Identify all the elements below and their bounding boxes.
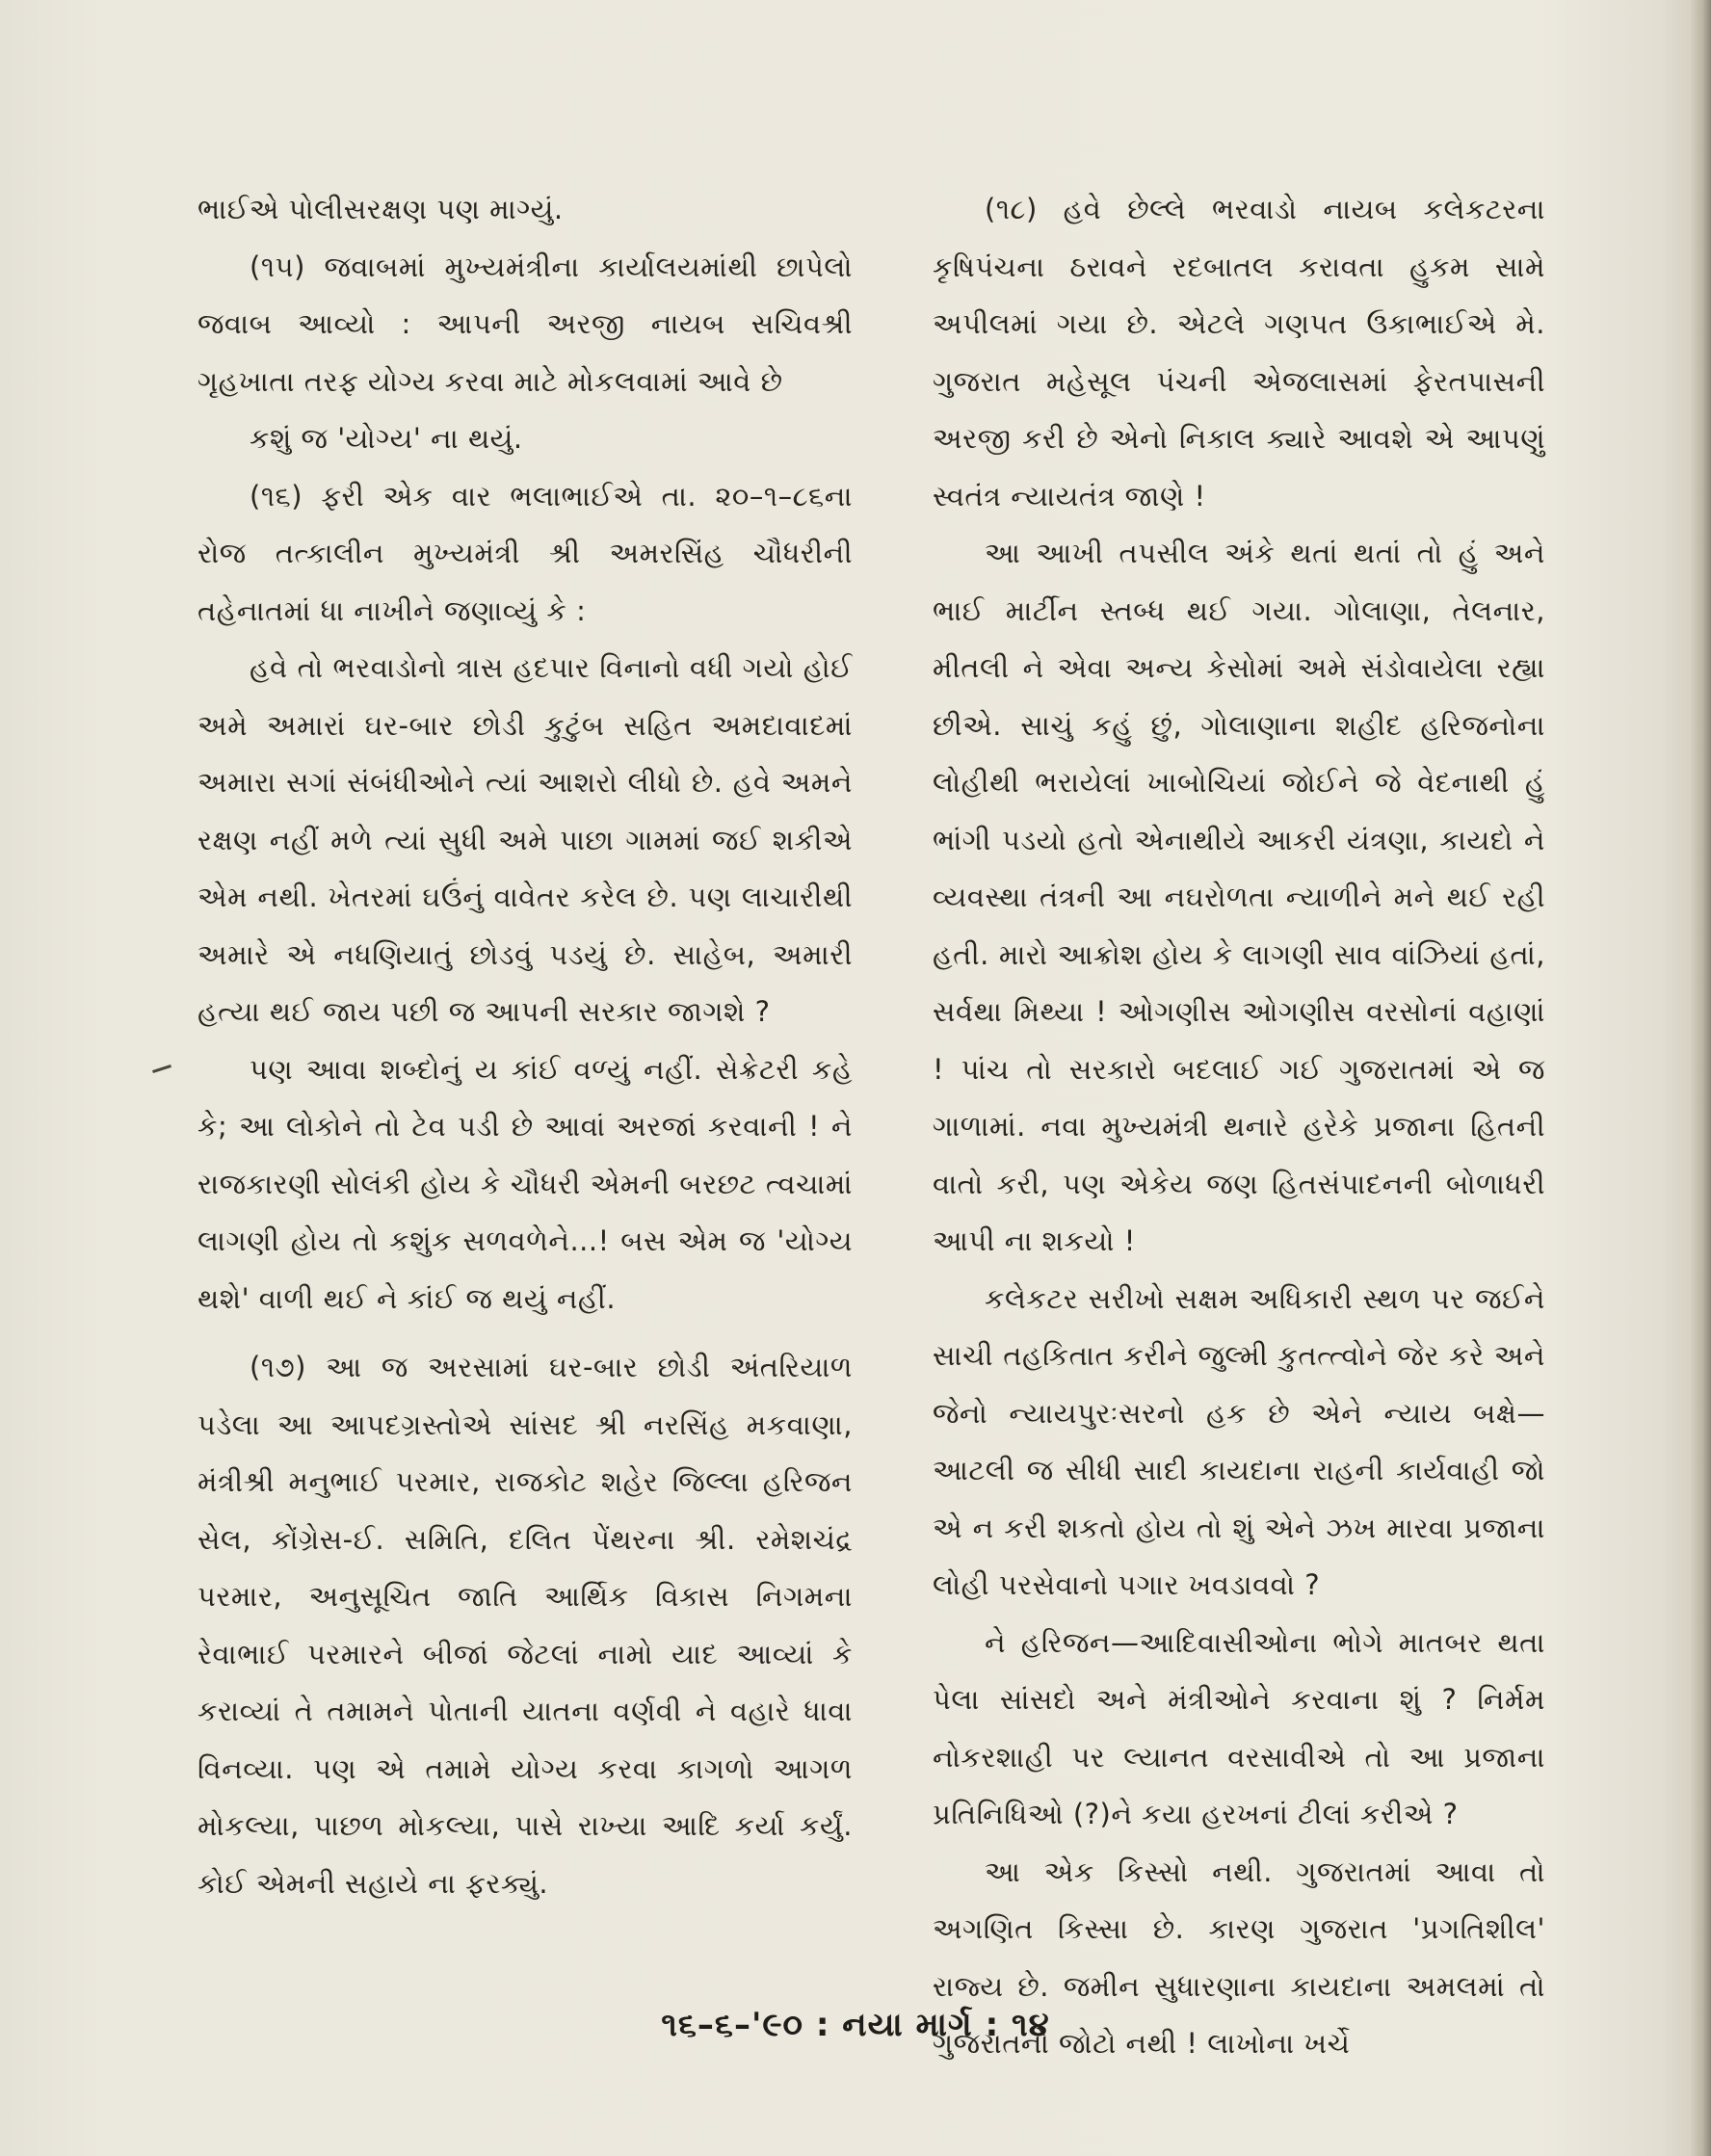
right-paragraph-1: (૧૮) હવે છેલ્લે ભરવાડો નાયબ કલેકટરના કૃષિપંચના ઠરાવને રદબાતલ કરાવતા હુકમ સામે અપીલમાં ગયા છે. એટલે ગણપત ઉકાભાઈએ મે. ગુજરાત મહેસૂલ પંચની એજલાસમાં ફેરતપાસની અરજી કરી છે એનો નિકાલ ક્યારે આવશે એ આપણું સ્વતંત્ર ન્યાયતંત્ર જાણે !	[933, 193, 1545, 513]
left-paragraph-7: (૧૭) આ જ અરસામાં ઘર-બાર છોડી અંતરિયાળ પડેલા આ આપદગ્રસ્તોએ સાંસદ શ્રી નરસિંહ મકવાણા, મંત્રીશ્રી મનુભાઈ પરમાર, રાજકોટ શહેર જિલ્લા હરિજન સેલ, કોંગ્રેસ-ઈ. સમિતિ, દલિત પેંથરના શ્રી. રમેશચંદ્ર પરમાર, અનુસૂચિત જાતિ આર્થિક વિકાસ નિગમના રેવાભાઈ પરમારને બીજાં જેટલાં નામો યાદ આવ્યાં કે કરાવ્યાં તે તમામને પોતાની યાતના વર્ણવી ને વહારે ધાવા વિનવ્યા. પણ એ તમામે યોગ્ય કરવા કાગળો આગળ મોકલ્યા, પાછળ મોકલ્યા, પાસે રાખ્યા આદિ કર્યા કર્યું. કોઈ એમની સહાયે ના ફરક્યું.	[197, 1351, 853, 1900]
right-paragraph-5: આ એક કિસ્સો નથી. ગુજરાતમાં આવા તો અગણિત કિસ્સા છે. કારણ ગુજરાત 'પ્રગતિશીલ' રાજ્ય છે. જમીન સુધારણાના કાયદાના અમલમાં તો ગુજરાતનો જોટો નથી ! લાખોના ખર્ચે	[933, 1854, 1545, 2060]
right-paragraph-4: ને હરિજન—આદિવાસીઓના ભોગે માતબર થતા પેલા સાંસદો અને મંત્રીઓને કરવાના શું ? નિર્મમ નોકરશાહી પર લ્યાનત વરસાવીએ તો આ પ્રજાના પ્રતિનિધિઓ (?)ને કયા હરખનાં ટીલાં કરીએ ?	[933, 1625, 1545, 1830]
left-paragraph-6: પણ આવા શબ્દોનું ય કાંઈ વળ્યું નહીં. સેક્રેટરી કહે કે; આ લોકોને તો ટેવ પડી છે આવાં અરજાં કરવાની ! ને રાજકારણી સોલંકી હોય કે ચૌધરી એમની બરછટ ત્વચામાં લાગણી હોય તો કશુંક સળવળેને...! બસ એમ જ 'યોગ્ય થશે' વાળી થઈ ને કાંઈ જ થયું નહીં.	[197, 1052, 853, 1315]
page-footer: ૧૬–૬–'૯૦ : નયા માર્ગ : ૧૪	[661, 2006, 1050, 2044]
margin-mark	[152, 1065, 171, 1073]
left-paragraph-3: કશું જ 'યોગ્ય' ના થયું.	[250, 422, 523, 455]
left-paragraph-4: (૧૬) ફરી એક વાર ભલાભાઈએ તા. ૨૦–૧–૮૬ના રોજ તત્કાલીન મુખ્યમંત્રી શ્રી અમરસિંહ ચૌધરીની તહેનાતમાં ધા નાખીને જણાવ્યું કે :	[197, 479, 853, 627]
left-paragraph-1: ભાઈએ પોલીસરક્ષણ પણ માગ્યું.	[197, 193, 564, 225]
right-column	[933, 181, 1545, 2073]
right-paragraph-3: કલેકટર સરીખો સક્ષમ અધિકારી સ્થળ પર જઈને સાચી તહકિતાત કરીને જુલ્મી કુતત્ત્વોને જેર કરે અને જેનો ન્યાયપુરઃસરનો હક છે એને ન્યાય બક્ષે—આટલી જ સીધી સાદી કાયદાના રાહની કાર્યવાહી જો એ ન કરી શકતો હોય તો શું એને ઝખ મારવા પ્રજાના લોહી પરસેવાનો પગાર ખવડાવવો ?	[933, 1281, 1545, 1601]
page-edge-shadow	[1690, 0, 1711, 2156]
left-paragraph-5: હવે તો ભરવાડોનો ત્રાસ હદપાર વિનાનો વધી ગયો હોઈ અમે અમારાં ઘર-બાર છોડી કુટુંબ સહિત અમદાવાદમાં અમારા સગાં સંબંધીઓને ત્યાં આશરો લીધો છે. હવે અમને રક્ષણ નહીં મળે ત્યાં સુધી અમે પાછા ગામમાં જઈ શકીએ એમ નથી. ખેતરમાં ઘઉંનું વાવેતર કરેલ છે. પણ લાચારીથી અમારે એ નધણિયાતું છોડવું પડયું છે. સાહેબ, અમારી હત્યા થઈ જાય પછી જ આપની સરકાર જાગશે ?	[197, 651, 853, 1028]
right-paragraph-2: આ આખી તપસીલ અંકે થતાં થતાં તો હું અને ભાઈ માર્ટીન સ્તબ્ધ થઈ ગયા. ગોલાણા, તેલનાર, મીતલી ને એવા અન્ય કેસોમાં અમે સંડોવાયેલા રહ્યા છીએ. સાચું કહું છું, ગોલાણાના શહીદ હરિજનોના લોહીથી ભરાયેલાં ખાબોચિયાં જોઈને જે વેદનાથી હું ભાંગી પડયો હતો એનાથીયે આકરી યંત્રણા, કાયદો ને વ્યવસ્થા તંત્રની આ નઘરોળતા ન્યાળીને મને થઈ રહી હતી. મારો આક્રોશ હોય કે લાગણી સાવ વાંઝિયાં હતાં, સર્વથા મિથ્યા ! ઓગણીસ ઓગણીસ વરસોનાં વહાણાં ! પાંચ તો સરકારો બદલાઈ ગઈ ગુજરાતમાં એ જ ગાળામાં. નવા મુખ્યમંત્રી થનારે હરેકે પ્રજાના હિતની વાતો કરી, પણ એકેય જણ હિતસંપાદનની બોળાધરી આપી ના શકયો !	[933, 537, 1545, 1257]
left-paragraph-2: (૧૫) જવાબમાં મુખ્યમંત્રીના કાર્યાલયમાંથી છાપેલો જવાબ આવ્યો : આપની અરજી નાયબ સચિવશ્રી ગૃહખાતા તરફ યોગ્ય કરવા માટે મોકલવામાં આવે છે	[197, 250, 853, 398]
left-column	[197, 181, 853, 1912]
